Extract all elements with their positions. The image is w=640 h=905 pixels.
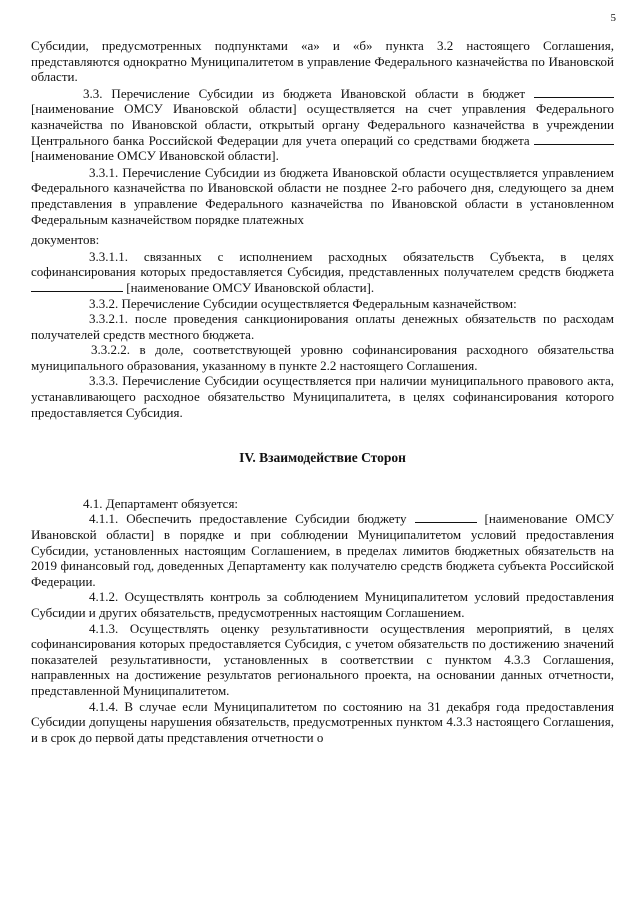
paragraph-4-1-1-head: 4.1.1. Обеспечить предоставление Субсидии бюджету <box>89 511 407 527</box>
paragraph-3-3-2-1: 3.3.2.1. после проведения санкционирования оплаты денежных обязательств по расходам получателей средств местного бюджета. <box>31 311 614 342</box>
paragraph-3-3 <box>31 86 614 164</box>
paragraph-4-1-4: 4.1.4. В случае если Муниципалитетом по состоянию на 31 декабря года предоставления Субсидии допущены нарушения обязательств, предусмотренных пунктом 4.3.3 настоящего Соглашения, и в срок до первой даты представления отчетности о <box>31 698 614 745</box>
blank-field <box>534 86 614 98</box>
paragraph-3-3-1-1-end: [наименование ОМСУ Ивановской области]. <box>126 279 375 295</box>
paragraph-4-1-3: 4.1.3. Осуществлять оценку результативности осуществления мероприятий, в целях софинансирования которых предоставляется Субсидия, с учетом обязательств по достижению значений показателей результативности, установленных в соответствии с пунктом 4.3.3 Соглашения, направленных на достижение результатов регионального проекта, на основании данных отчетности, представленной Муниципалитетом. <box>31 620 614 698</box>
paragraph-3-3-1: 3.3.1. Перечисление Субсидии из бюджета Ивановской области осуществляется управлением Федерального казначейства по Ивановской области не позднее 2-го рабочего дня, следующего за днем представления в управление Федерального казначейства по Ивановской области в установленном Федеральным казначейством порядке платежных <box>31 164 614 227</box>
paragraph-4-1-1-rest: [наименование ОМСУ Ивановской области] в порядке и при соблюдении Муниципалитетом условий предоставления Субсидии, установленных настоящим Соглашением, в пределах лимитов бюджетных обязательств на 2019 финансовый год, доведенных Департаменту как получателю средств бюджета субъекта Российской Федерации. <box>31 511 615 589</box>
blank-field <box>415 511 477 523</box>
paragraph-3-3-rest: [наименование ОМСУ Ивановской области] осуществляется на счет управления Федерального казначейства по Ивановской области, открытый органу Федерального казначейства в учреждении Центрального банка Российской Федерации для учета операций со средствами бюджета <box>31 101 614 148</box>
paragraph-3-3-1-1 <box>31 249 614 296</box>
blank-field <box>534 133 614 145</box>
paragraph-subsidy-abc: Субсидии, предусмотренных подпунктами «а» и «б» пункта 3.2 настоящего Соглашения, представляются однократно Муниципалитетом в управление Федерального казначейства по Ивановской области. <box>31 38 614 85</box>
paragraph-4-1: 4.1. Департамент обязуется: <box>83 495 239 511</box>
paragraph-3-3-1-tail: документов: <box>31 232 100 248</box>
paragraph-3-3-end: [наименование ОМСУ Ивановской области]. <box>31 148 279 164</box>
paragraph-3-3-1-1-start: 3.3.1.1. связанных с исполнением расходных обязательств Субъекта, в целях софинансирования которых предоставляется Субсидия, представленных получателем средств бюджета <box>31 248 614 280</box>
section-heading: IV. Взаимодействие Сторон <box>239 450 406 466</box>
paragraph-3-3-3: 3.3.3. Перечисление Субсидии осуществляется при наличии муниципального правового акта, устанавливающего расходное обязательство Муниципалитета, в целях софинансирования которого предоставляется Субсидия. <box>31 373 614 420</box>
paragraph-4-1-1 <box>31 511 614 589</box>
blank-field <box>31 280 123 292</box>
page-number: 5 <box>610 12 616 24</box>
paragraph-3-3-2-2: 3.3.2.2. в доле, соответствующей уровню софинансирования расходного обязательства муниципального образования, указанному в пункте 2.2 настоящего Соглашения. <box>31 342 614 373</box>
document-body <box>31 38 614 745</box>
paragraph-3-3-start: 3.3. Перечисление Субсидии из бюджета Ивановской области в бюджет <box>83 85 526 101</box>
paragraph-4-1-2: 4.1.2. Осуществлять контроль за соблюдением Муниципалитетом условий предоставления Субсидии и других обязательств, предусмотренных настоящим Соглашением. <box>31 589 614 620</box>
paragraph-3-3-2: 3.3.2. Перечисление Субсидии осуществляется Федеральным казначейством: <box>89 295 517 311</box>
